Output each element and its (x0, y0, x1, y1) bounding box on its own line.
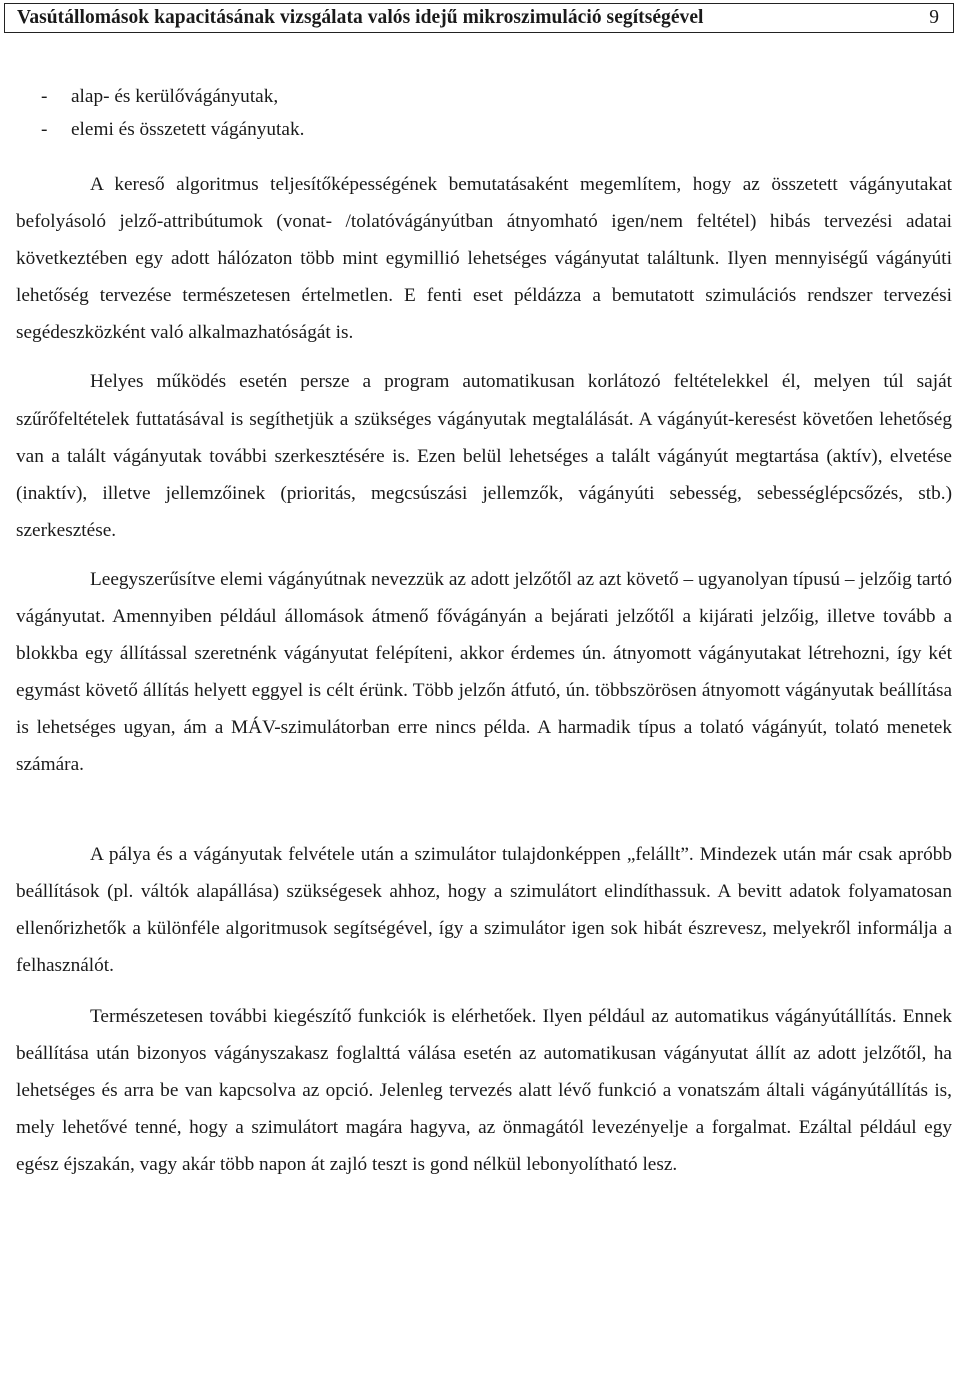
paragraph-elementary-route: Leegyszerűsítve elemi vágányútnak nevezzük az adott jelzőtől az azt követő – ugyanolyan típusú – jelzőig tartó vágányutat. Amennyiben például állomások átmenő fővágányán a bejárati jelzőtől a kijárati jelzőig, illetve tovább a blokkba egy állítással szeretnénk vágányutat felépíteni, akkor érdemes ún. átnyomott vágányutakat létrehozni, így két egymást követő állítás helyett eggyel is célt érünk. Több jelzőn átfutó, ún. többszörösen átnyomott vágányutak beállítása is lehetséges ugyan, ám a MÁV-szimulátorban erre nincs példa. A harmadik típus a tolató vágányút, tolató menetek számára. (16, 568, 952, 776)
bullet-dash: - (41, 86, 48, 107)
paragraph-filtering: Helyes működés esetén persze a program automatikusan korlátozó feltételekkel él, melyen túl saját szűrőfeltételek futtatásával is segíthetjük a szükséges vágányutak megtalálását. A vágányút-keresést követően lehetőség van a talált vágányutak további szerkesztésére is. Ezen belül lehetséges a talált vágányút megtartása (aktív), elvetése (inaktív), illetve jellemzőinek (prioritás, megcsúszási jellemzők, vágányúti sebesség, sebességlépcsőzés, stb.) szerkesztése. (16, 371, 952, 541)
paragraph-simulator-setup: A pálya és a vágányutak felvétele után a szimulátor tulajdonképpen „felállt”. Mindezek után már csak apróbb beállítások (pl. váltók alapállása) szükségesek ahhoz, hogy a szimulátort elindíthassuk. A bevitt adatok folyamatosan ellenőrizhetők a különféle algoritmusok segítségével, így a szimulátor igen sok hibát észrevesz, melyekről informálja a felhasználót. (16, 843, 952, 976)
running-header (4, 3, 954, 33)
list-item (16, 113, 952, 146)
page-body (16, 80, 952, 1183)
page-number: 9 (929, 7, 939, 28)
bullet-dash: - (41, 119, 48, 140)
paragraph-search-algorithm: A kereső algoritmus teljesítőképességének bemutatásaként megemlítem, hogy az összetett vágányutakat befolyásoló jelző-attribútumok (vonat- /tolatóvágányútban átnyomható igen/nem feltétel) hibás tervezési adatai következtében egy adott hálózaton több mint egymillió lehetséges vágányutat találtunk. Ilyen mennyiségű vágányúti lehetőség tervezése természetesen értelmetlen. E fenti eset példázza a bemutatott szimulációs rendszer tervezési segédeszközként való alkalmazhatóságát is. (16, 174, 952, 344)
list-item-text: alap- és kerülővágányutak, (71, 86, 279, 107)
list-item-text: elemi és összetett vágányutak. (71, 119, 305, 140)
bullet-list (16, 80, 952, 146)
list-item (16, 80, 952, 113)
paragraph-additional-functions: Természetesen további kiegészítő funkciók is elérhetőek. Ilyen például az automatikus vágányútállítás. Ennek beállítása után bizonyos vágányszakasz foglalttá válása esetén az automatikusan vágányutat állít az adott jelzőtől, ha lehetséges és arra be van kapcsolva az opció. Jelenleg tervezés alatt lévő funkció a vonatszám általi vágányútállítás is, mely lehetővé tenné, hogy a szimulátort magára hagyva, az önmagától levezényelje a forgalmat. Ezáltal például egy egész éjszakán, vagy akár több napon át zajló teszt is gond nélkül lebonyolítható lesz. (16, 1005, 952, 1176)
document-title: Vasútállomások kapacitásának vizsgálata valós idejű mikroszimuláció segítségével (17, 7, 704, 28)
